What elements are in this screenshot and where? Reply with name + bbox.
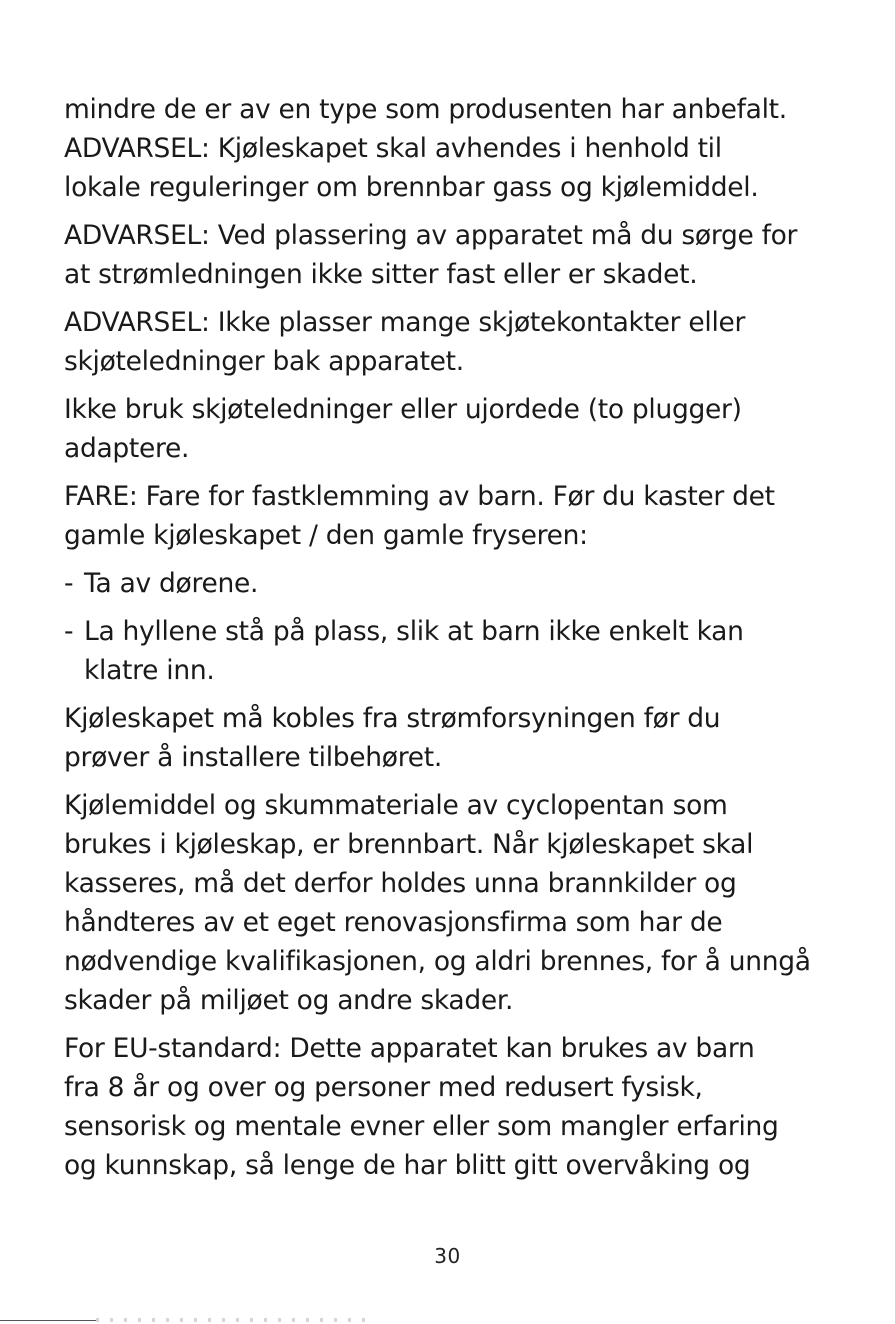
text-line: at strømledningen ikke sitter fast eller er skadet. <box>64 259 698 290</box>
paragraph <box>64 90 844 207</box>
text-line: Kjølemiddel og skummateriale av cyclopentan som <box>64 790 728 821</box>
text-line: Kjøleskapet må kobles fra strømforsyningen før du <box>64 703 721 734</box>
page-content <box>64 90 844 1194</box>
text-line: ADVARSEL: Ved plassering av apparatet må du sørge for <box>64 220 798 251</box>
text-line: sensorisk og mentale evner eller som mangler erfaring <box>64 1111 779 1142</box>
paragraph <box>64 786 844 1020</box>
text-line: ADVARSEL: Kjøleskapet skal avhendes i henhold til <box>64 133 722 164</box>
page-number: 30 <box>434 1244 461 1268</box>
text-line: brukes i kjøleskap, er brennbart. Når kjøleskapet skal <box>64 829 754 860</box>
paragraph <box>64 477 844 555</box>
text-line: mindre de er av en type som produsenten har anbefalt. <box>64 94 787 125</box>
text-line: klatre inn. <box>84 655 215 686</box>
text-line: fra 8 år og over og personer med redusert fysisk, <box>64 1072 703 1103</box>
text-line: Ta av dørene. <box>84 568 259 599</box>
paragraph <box>64 1029 844 1185</box>
text-line: adaptere. <box>64 433 190 464</box>
text-line: skader på miljøet og andre skader. <box>64 985 514 1016</box>
text-line: og kunnskap, så lenge de har blitt gitt overvåking og <box>64 1150 751 1181</box>
footer-rule <box>0 1320 96 1321</box>
text-line: nødvendige kvalifikasjonen, og aldri brennes, for å unngå <box>64 946 811 977</box>
list-dash: - <box>64 616 74 647</box>
text-line: Ikke bruk skjøteledninger eller ujordede (to plugger) <box>64 394 742 425</box>
text-line: skjøteledninger bak apparatet. <box>64 346 464 377</box>
text-line: gamle kjøleskapet / den gamle fryseren: <box>64 520 588 551</box>
paragraph <box>64 216 844 294</box>
text-line: prøver å installere tilbehøret. <box>64 742 442 773</box>
text-line: FARE: Fare for fastklemming av barn. Før du kaster det <box>64 481 775 512</box>
text-line: lokale reguleringer om brennbar gass og kjølemiddel. <box>64 172 759 203</box>
text-line: For EU-standard: Dette apparatet kan brukes av barn <box>64 1033 755 1064</box>
text-line: La hyllene stå på plass, slik at barn ikke enkelt kan <box>84 616 744 647</box>
text-line: kasseres, må det derfor holdes unna brannkilder og <box>64 868 737 899</box>
list-item <box>64 564 844 603</box>
paragraph <box>64 303 844 381</box>
footer-crop-marks <box>96 1318 376 1322</box>
paragraph <box>64 390 844 468</box>
list-item <box>64 612 844 690</box>
text-line: ADVARSEL: Ikke plasser mange skjøtekontakter eller <box>64 307 746 338</box>
text-line: håndteres av et eget renovasjonsfirma som har de <box>64 907 723 938</box>
paragraph <box>64 699 844 777</box>
list-dash: - <box>64 568 74 599</box>
